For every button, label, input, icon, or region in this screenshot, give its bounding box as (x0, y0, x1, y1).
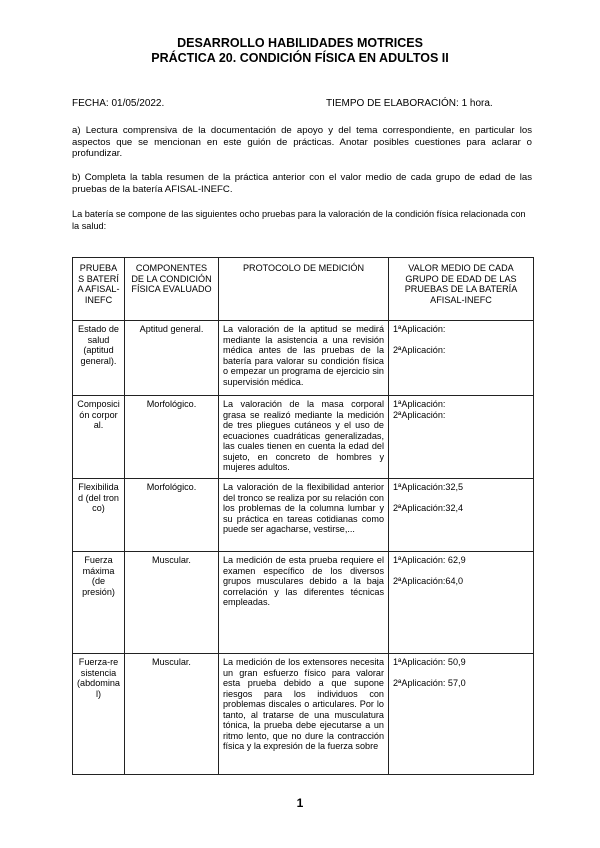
valor-cell (389, 396, 534, 479)
prueba-cell: Estado de salud (aptitud general). (73, 321, 125, 396)
document-subtitle: PRÁCTICA 20. CONDICIÓN FÍSICA EN ADULTOS II (151, 51, 449, 65)
table-row (73, 479, 534, 552)
table-row (73, 321, 534, 396)
protocolo-cell: La medición de esta prueba requiere el examen específico de los diversos grupos musculares debido a la baja correlación y las diferentes técnicas empleadas. (219, 552, 389, 654)
valor-1: 1ªAplicación:32,5 (393, 482, 464, 492)
date-field: FECHA: 01/05/2022. (72, 98, 165, 109)
valor-1: 1ªAplicación: 62,9 (393, 555, 466, 565)
valor-2: 2ªAplicación: 57,0 (393, 677, 466, 688)
table-row (73, 654, 534, 775)
protocolo-cell: La valoración de la aptitud se medirá mediante la asistencia a una revisión médica antes de las pruebas de la batería para valorar su condición física o empezar un programa de ejercicio sin supervisión médica. (219, 321, 389, 396)
elaboration-time: TIEMPO DE ELABORACIÓN: 1 hora. (326, 98, 493, 109)
valor-cell (389, 479, 534, 552)
table-row (73, 396, 534, 479)
instruction-a: a) Lectura comprensiva de la documentación de apoyo y del tema correspondiente, en particular los aspectos que se mencionan en este guión de prácticas. Anotar posibles cuestiones para aclarar o profundizar. (72, 125, 532, 159)
valor-cell (389, 321, 534, 396)
document-title: DESARROLLO HABILIDADES MOTRICES (177, 36, 423, 50)
battery-intro: La batería se compone de las siguientes ocho pruebas para la valoración de la condición física relacionada con la salud: (72, 209, 526, 231)
prueba-cell: Flexibilidad (del tronco) (73, 479, 125, 552)
prueba-cell: Fuerza-resistencia (abdominal) (73, 654, 125, 775)
instruction-b: b) Completa la tabla resumen de la práctica anterior con el valor medio de cada grupo de edad de las pruebas de la batería AFISAL-INEFC. (72, 172, 532, 195)
protocolo-cell: La medición de los extensores necesita un gran esfuerzo físico para valorar esta prueba debido a que supone riesgos para los individuos con problemas discales o articulares. Por lo tanto, al tratarse de una musculatura tónica, la prueba debe ejecutarse a un ritmo lento, que no dure la contracción física y la expresión de la fuerza sobre (219, 654, 389, 775)
valor-1: 1ªAplicación: 50,9 (393, 657, 466, 667)
header-valor-medio: VALOR MEDIO DE CADA GRUPO DE EDAD DE LAS PRUEBAS DE LA BATERÍA AFISAL-INEFC (389, 258, 534, 321)
componente-cell: Muscular. (125, 654, 219, 775)
prueba-cell: Fuerza máxima (de presión) (73, 552, 125, 654)
summary-table (72, 257, 534, 775)
prueba-cell: Composición corporal. (73, 396, 125, 479)
valor-2: 2ªAplicación:32,4 (393, 502, 464, 513)
valor-2: 2ªAplicación: (393, 409, 446, 420)
componente-cell: Aptitud general. (125, 321, 219, 396)
componente-cell: Morfológico. (125, 479, 219, 552)
protocolo-cell: La valoración de la masa corporal grasa se realizó mediante la medición de tres pliegues cutáneos y el uso de ecuaciones cuadráticas generalizadas, las cuales tienen en cuenta la edad del sujeto, en concreto de hombres y mujeres adultos. (219, 396, 389, 479)
componente-cell: Morfológico. (125, 396, 219, 479)
valor-1: 1ªAplicación: (393, 324, 446, 334)
header-componentes: COMPONENTES DE LA CONDICIÓN FÍSICA EVALUADO (125, 258, 219, 321)
table-header-row (73, 258, 534, 321)
valor-2: 2ªAplicación:64,0 (393, 575, 464, 586)
valor-cell (389, 654, 534, 775)
table-row (73, 552, 534, 654)
protocolo-cell: La valoración de la flexibilidad anterior del tronco se realiza por su relación con los problemas de la columna lumbar y su práctica en tareas cotidianas como puede ser agacharse, vestirse,... (219, 479, 389, 552)
page-number: 1 (296, 796, 304, 810)
valor-2: 2ªAplicación: (393, 344, 446, 355)
valor-cell (389, 552, 534, 654)
header-prueba: PRUEBAS BATERÍA AFISAL-INEFC (73, 258, 125, 321)
componente-cell: Muscular. (125, 552, 219, 654)
valor-1: 1ªAplicación: (393, 399, 446, 409)
header-protocolo: PROTOCOLO DE MEDICIÓN (219, 258, 389, 321)
